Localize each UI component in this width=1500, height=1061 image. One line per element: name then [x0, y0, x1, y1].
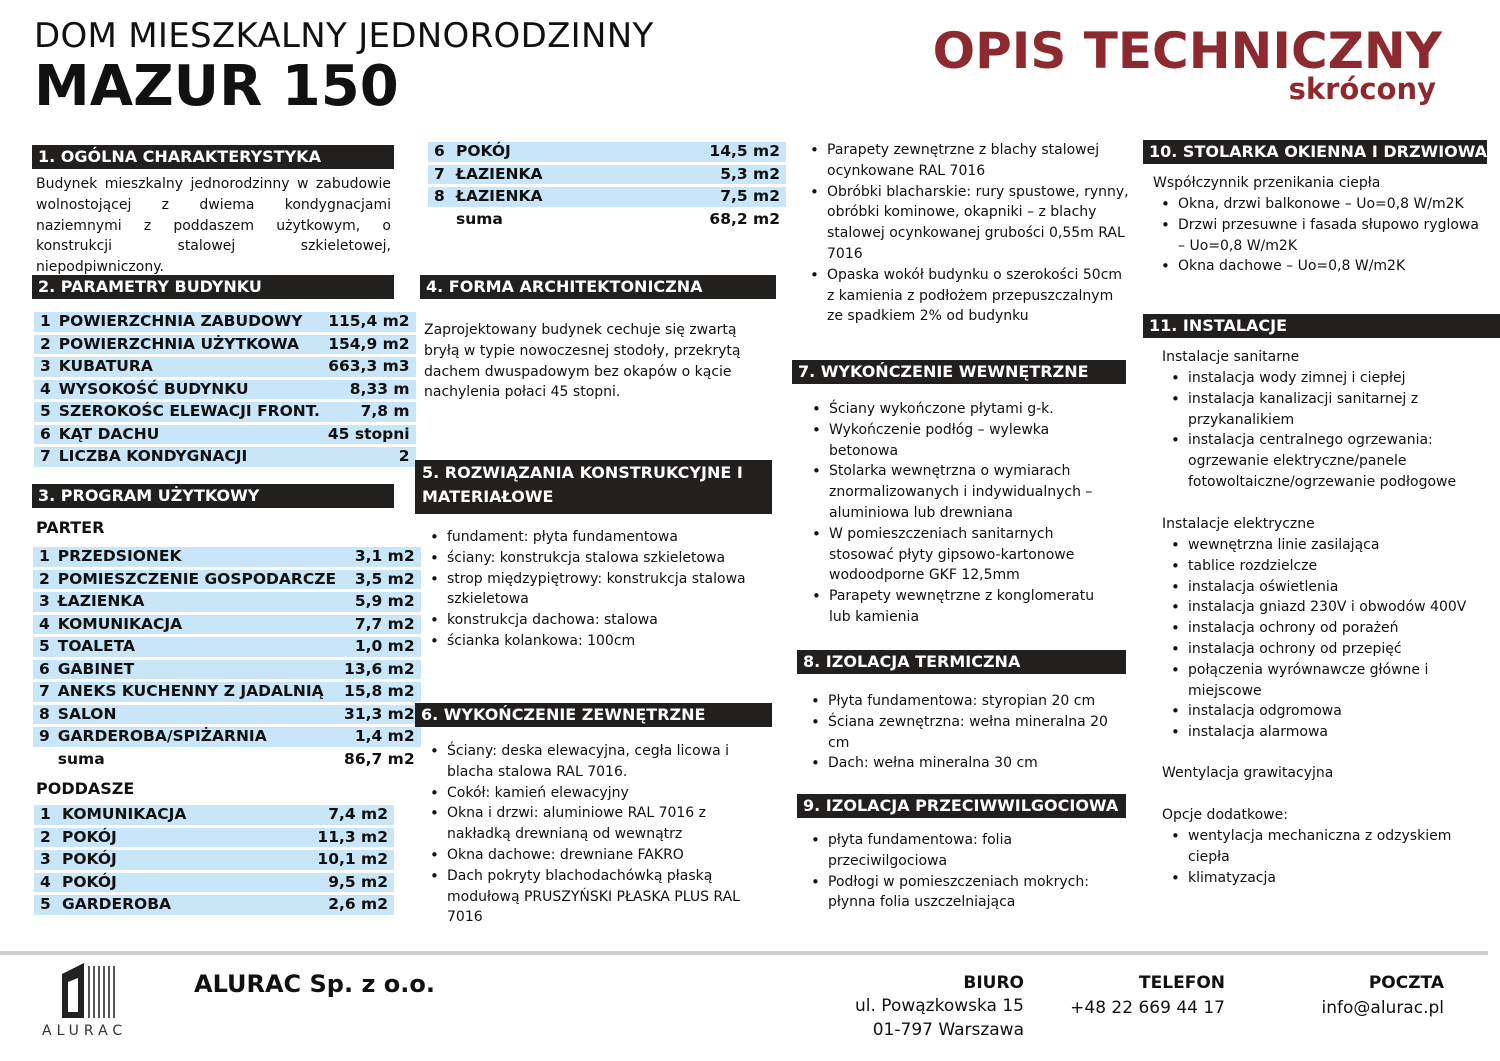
row-number: 6	[428, 142, 452, 162]
table-row	[33, 592, 421, 612]
list-item: • Obróbki blacharskie: rury spustowe, rynny, obróbki kominowe, okapniki – z blachy stalowej ocynkowanej grubości 0,55m RAL 7016	[805, 182, 1130, 265]
row-number: 2	[34, 828, 58, 848]
list-item: • Cokół: kamień elewacyjny	[425, 783, 770, 804]
table-row	[34, 895, 394, 915]
list-item: • wewnętrzna linie zasilająca	[1166, 535, 1486, 556]
table-row	[34, 850, 394, 870]
list-item: • ścianka kolankowa: 100cm	[425, 631, 770, 652]
list-item: • Drzwi przesuwne i fasada słupowo ryglowa – Uo=0,8 W/m2K	[1156, 215, 1486, 257]
row-label: GARDEROBA/SPIŻARNIA	[54, 727, 340, 747]
poddasze-sum-value: 68,2 m2	[709, 209, 780, 228]
row-value: 2,6 m2	[267, 895, 394, 915]
row-value: 14,5 m2	[632, 142, 786, 162]
table-row	[33, 637, 421, 657]
list-item: • instalacja wody zimnej i ciepłej	[1166, 368, 1484, 389]
table-row	[33, 547, 421, 567]
section-9-heading: 9. IZOLACJA PRZECIWWILGOCIOWA	[797, 794, 1126, 818]
logo-wordmark: ALURAC	[42, 1023, 128, 1039]
row-number: 7	[34, 447, 55, 467]
section-1-heading: 1. OGÓLNA CHARAKTERYSTYKA	[32, 145, 394, 169]
row-number: 4	[34, 873, 58, 893]
section-7-list	[807, 399, 1107, 628]
electric-label: Instalacje elektryczne	[1162, 516, 1315, 532]
row-value: 10,1 m2	[267, 850, 394, 870]
section-8-list	[806, 691, 1121, 774]
row-value: 154,9 m2	[324, 335, 416, 355]
table-row	[34, 873, 394, 893]
section-7-heading: 7. WYKOŃCZENIE WEWNĘTRZNE	[792, 360, 1126, 384]
row-number: 1	[34, 312, 55, 332]
row-number: 5	[34, 402, 55, 422]
table-row	[33, 682, 421, 702]
table-row	[34, 335, 416, 355]
row-value: 1,0 m2	[340, 637, 421, 657]
row-number: 3	[34, 357, 55, 377]
section-9-list	[806, 830, 1121, 913]
table-row	[428, 187, 786, 207]
row-value: 5,3 m2	[632, 165, 786, 185]
list-item: • Parapety wewnętrzne z konglomeratu lub kamienia	[807, 586, 1107, 628]
company-name: ALURAC Sp. z o.o.	[194, 970, 435, 998]
row-value: 15,8 m2	[340, 682, 421, 702]
list-item: • Okna, drzwi balkonowe – Uo=0,8 W/m2K	[1156, 194, 1486, 215]
sanitary-label: Instalacje sanitarne	[1162, 349, 1300, 365]
row-value: 3,1 m2	[340, 547, 421, 567]
row-number: 3	[34, 850, 58, 870]
parter-rows	[33, 547, 421, 747]
mail-label: POCZTA	[1368, 973, 1444, 993]
row-number: 8	[33, 705, 54, 725]
row-value: 7,7 m2	[340, 615, 421, 635]
row-value: 3,5 m2	[340, 570, 421, 590]
row-label: GARDEROBA	[58, 895, 267, 915]
list-item: • Stolarka wewnętrzna o wymiarach znormalizowanych i indywidualnych – aluminiowa lub drewniana	[807, 461, 1107, 523]
parter-sum-value: 86,7 m2	[344, 749, 415, 768]
row-value: 5,9 m2	[340, 592, 421, 612]
row-label: POMIESZCZENIE GOSPODARCZE	[54, 570, 340, 590]
row-label: SZEROKOŚC ELEWACJI FRONT.	[55, 402, 324, 422]
list-item: • Podłogi w pomieszczeniach mokrych: płynna folia uszczelniająca	[806, 872, 1121, 914]
list-item: • wentylacja mechaniczna z odzyskiem ciepła	[1166, 826, 1466, 868]
row-label: POWIERZCHNIA ZABUDOWY	[55, 312, 324, 332]
table-row	[34, 312, 416, 332]
row-value: 663,3 m3	[324, 357, 416, 377]
row-number: 3	[33, 592, 54, 612]
row-number: 6	[34, 425, 55, 445]
row-value: 13,6 m2	[340, 660, 421, 680]
list-item: • Płyta fundamentowa: styropian 20 cm	[806, 691, 1121, 712]
row-label: ŁAZIENKA	[452, 187, 632, 207]
row-label: TOALETA	[54, 637, 340, 657]
row-value: 7,5 m2	[632, 187, 786, 207]
list-item: • strop międzypiętrowy: konstrukcja stalowa szkieletowa	[425, 569, 770, 611]
options-list	[1166, 826, 1466, 888]
row-label: WYSOKOŚĆ BUDYNKU	[55, 380, 324, 400]
table-row	[33, 660, 421, 680]
list-item: • instalacja alarmowa	[1166, 722, 1486, 743]
row-number: 2	[34, 335, 55, 355]
opis-subtitle: skrócony	[1288, 72, 1436, 106]
list-item: • konstrukcja dachowa: stalowa	[425, 610, 770, 631]
parter-sum-row	[33, 750, 421, 770]
list-item: • Dach pokryty blachodachówką płaską modułową PRUSZYŃSKI PŁASKA PLUS RAL 7016	[425, 866, 770, 928]
table-row	[34, 402, 416, 422]
row-label: KOMUNIKACJA	[54, 615, 340, 635]
list-item: • Okna dachowe – Uo=0,8 W/m2K	[1156, 256, 1486, 277]
list-item: • Okna i drzwi: aluminiowe RAL 7016 z nakładką drewnianą od wewnątrz	[425, 803, 770, 845]
parter-table	[33, 544, 421, 772]
table-row	[428, 142, 786, 162]
list-item: • Dach: wełna mineralna 30 cm	[806, 753, 1121, 774]
sanitary-list	[1166, 368, 1484, 493]
list-item: • płyta fundamentowa: folia przeciwilgociowa	[806, 830, 1121, 872]
opis-title: OPIS TECHNICZNY	[932, 22, 1442, 80]
list-item: • Wykończenie podłóg – wylewka betonowa	[807, 420, 1107, 462]
row-number: 1	[34, 805, 58, 825]
row-number: 9	[33, 727, 54, 747]
row-label: POWIERZCHNIA UŻYTKOWA	[55, 335, 324, 355]
row-value: 115,4 m2	[324, 312, 416, 332]
poddasze-sum-row	[428, 210, 786, 230]
table-row	[33, 615, 421, 635]
row-number: 4	[33, 615, 54, 635]
poddasze-rows-continued	[428, 142, 786, 207]
row-label: SALON	[54, 705, 340, 725]
list-item: • Parapety zewnętrzne z blachy stalowej ocynkowane RAL 7016	[805, 140, 1130, 182]
table-row	[34, 447, 416, 467]
row-label: POKÓJ	[452, 142, 632, 162]
row-number: 4	[34, 380, 55, 400]
list-item: • Ściany wykończone płytami g-k.	[807, 399, 1107, 420]
section-11-heading: 11. INSTALACJE	[1143, 314, 1500, 338]
section-6-heading: 6. WYKOŃCZENIE ZEWNĘTRZNE	[415, 703, 772, 727]
row-value: 45 stopni	[324, 425, 416, 445]
list-item: • tablice rozdzielcze	[1166, 556, 1486, 577]
row-number: 1	[33, 547, 54, 567]
row-label: POKÓJ	[58, 828, 267, 848]
row-label: GABINET	[54, 660, 340, 680]
table-row	[34, 380, 416, 400]
list-item: • ściany: konstrukcja stalowa szkieletowa	[425, 548, 770, 569]
document-title: MAZUR 150	[34, 54, 399, 119]
options-label: Opcje dodatkowe:	[1162, 807, 1288, 823]
row-value: 9,5 m2	[267, 873, 394, 893]
parter-label: PARTER	[36, 518, 105, 537]
table-row	[34, 805, 394, 825]
row-value: 2	[324, 447, 416, 467]
section-10-heading: 10. STOLARKA OKIENNA I DRZWIOWA	[1143, 140, 1487, 164]
list-item: • Ściana zewnętrzna: wełna mineralna 20 cm	[806, 712, 1121, 754]
office-address-line-1: ul. Powązkowska 15	[855, 996, 1024, 1016]
row-value: 8,33 m	[324, 380, 416, 400]
row-number: 7	[33, 682, 54, 702]
list-item: • instalacja gniazd 230V i obwodów 400V	[1166, 597, 1486, 618]
list-item: • instalacja ochrony od porażeń	[1166, 618, 1486, 639]
row-value: 31,3 m2	[340, 705, 421, 725]
section-4-heading: 4. FORMA ARCHITEKTONICZNA	[420, 275, 776, 299]
row-number: 5	[33, 637, 54, 657]
row-value: 1,4 m2	[340, 727, 421, 747]
list-item: • instalacja oświetlenia	[1166, 577, 1486, 598]
section-3-heading: 3. PROGRAM UŻYTKOWY	[32, 484, 394, 508]
table-row	[34, 828, 394, 848]
row-number: 2	[33, 570, 54, 590]
section-10-list	[1156, 194, 1486, 277]
section-2-heading: 2. PARAMETRY BUDYNKU	[32, 275, 394, 299]
section-5-list	[425, 527, 770, 652]
electric-list	[1166, 535, 1486, 743]
section-8-heading: 8. IZOLACJA TERMICZNA	[797, 650, 1126, 674]
row-label: ŁAZIENKA	[452, 165, 632, 185]
list-item: • Opaska wokół budynku o szerokości 50cm z kamienia z podłożem przepuszczalnym ze spadkiem 2% od budynku	[805, 265, 1130, 327]
row-value: 11,3 m2	[267, 828, 394, 848]
list-item: • fundament: płyta fundamentowa	[425, 527, 770, 548]
section-4-text: Zaprojektowany budynek cechuje się zwartą bryłą w typie nowoczesnej stodoły, przekrytą dachem dwuspadowym bez okapów o kącie nachylenia połaci 45 stopni.	[424, 322, 741, 401]
list-item: • połączenia wyrównawcze główne i miejscowe	[1166, 660, 1486, 702]
table-row	[34, 425, 416, 445]
poddasze-rows	[34, 805, 394, 915]
poddasze-table	[34, 802, 394, 918]
row-number: 5	[34, 895, 58, 915]
section-6-list-continued	[805, 140, 1130, 327]
row-label: POKÓJ	[58, 873, 267, 893]
table-row	[428, 165, 786, 185]
row-label: KĄT DACHU	[55, 425, 324, 445]
phone-link[interactable]: +48 22 669 44 17	[1070, 998, 1225, 1018]
row-label: LICZBA KONDYGNACJI	[55, 447, 324, 467]
poddasze-table-continued	[428, 139, 786, 232]
row-value: 7,8 m	[324, 402, 416, 422]
ventilation-text: Wentylacja grawitacyjna	[1162, 765, 1334, 781]
row-label: KUBATURA	[55, 357, 324, 377]
row-label: ANEKS KUCHENNY Z JADALNIĄ	[54, 682, 340, 702]
list-item: • instalacja centralnego ogrzewania: ogrzewanie elektryczne/panele fotowoltaiczne/ogrzewanie podłogowe	[1166, 430, 1484, 492]
table-row	[33, 727, 421, 747]
document-subtitle: DOM MIESZKALNY JEDNORODZINNY	[34, 16, 654, 56]
row-number: 6	[33, 660, 54, 680]
section-6-list	[425, 741, 770, 928]
list-item: • Okna dachowe: drewniane FAKRO	[425, 845, 770, 866]
row-number: 8	[428, 187, 452, 207]
row-label: KOMUNIKACJA	[58, 805, 267, 825]
row-label: ŁAZIENKA	[54, 592, 340, 612]
poddasze-label: PODDASZE	[36, 779, 135, 798]
section-5-heading: 5. ROZWIĄZANIA KONSTRUKCYJNE I MATERIAŁOWE	[415, 460, 772, 514]
list-item: • W pomieszczeniach sanitarnych stosować płyty gipsowo-kartonowe wodoodporne GKF 12,5mm	[807, 524, 1107, 586]
list-item: • instalacja kanalizacji sanitarnej z przykanalikiem	[1166, 389, 1484, 431]
section-10-intro: Współczynnik przenikania ciepła	[1153, 175, 1381, 191]
section-1-text: Budynek mieszkalny jednorodzinny w zabudowie wolnostojącej z dwiema kondygnacjami naziemnymi z poddaszem użytkowym, o konstrukcji stalowej szkieletowej, niepodpiwniczony.	[36, 176, 391, 276]
footer-divider	[0, 951, 1488, 955]
list-item: • instalacja odgromowa	[1166, 701, 1486, 722]
email-link[interactable]: info@alurac.pl	[1321, 998, 1444, 1018]
list-item: • klimatyzacja	[1166, 868, 1466, 889]
parter-sum-label: suma	[57, 749, 105, 768]
row-label: POKÓJ	[58, 850, 267, 870]
building-parameters-table	[34, 309, 416, 470]
list-item: • instalacja ochrony od przepięć	[1166, 639, 1486, 660]
office-address-line-2: 01-797 Warszawa	[872, 1020, 1024, 1040]
table-row	[33, 705, 421, 725]
row-label: PRZEDSIONEK	[54, 547, 340, 567]
list-item: • Ściany: deska elewacyjna, cegła licowa i blacha stalowa RAL 7016.	[425, 741, 770, 783]
poddasze-sum-label: suma	[456, 209, 503, 228]
office-label: BIURO	[963, 973, 1024, 993]
phone-label: TELEFON	[1139, 973, 1225, 993]
table-row	[34, 357, 416, 377]
table-row	[33, 570, 421, 590]
row-value: 7,4 m2	[267, 805, 394, 825]
row-number: 7	[428, 165, 452, 185]
building-parameters-rows	[34, 312, 416, 467]
